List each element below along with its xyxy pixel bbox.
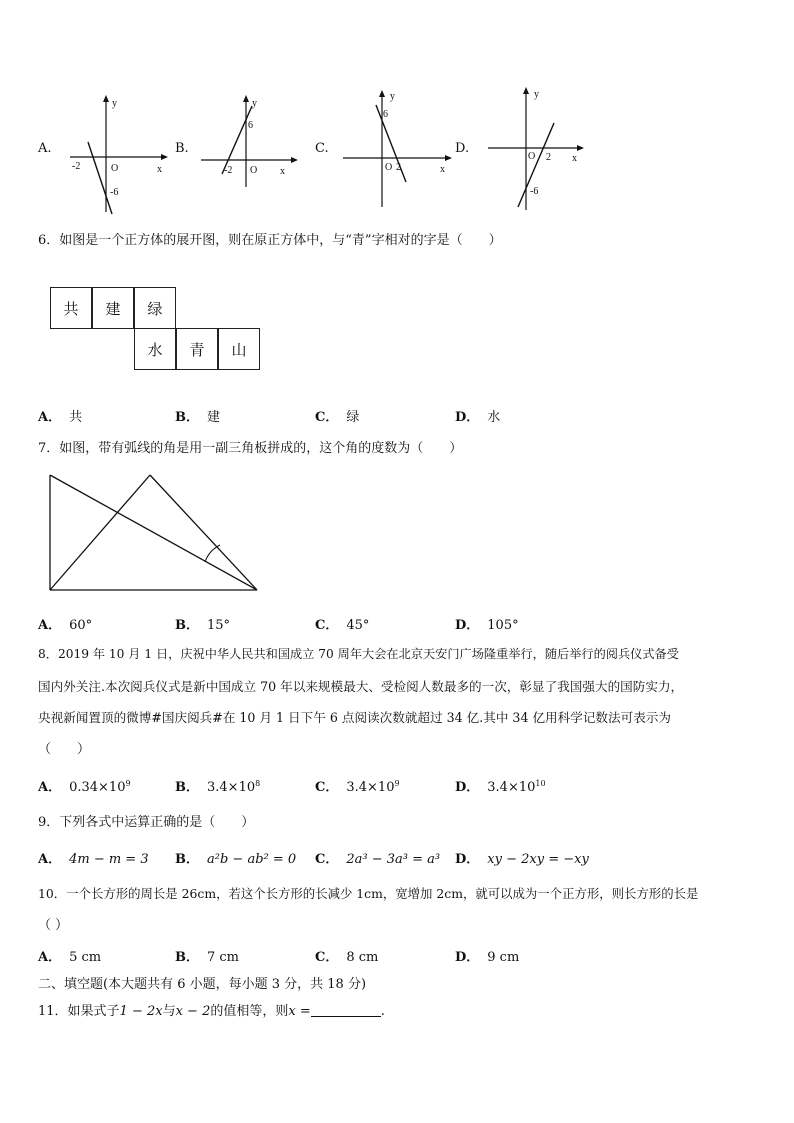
- q10-option-a: A． 5 cm: [38, 950, 102, 965]
- question-8-line-2: 国内外关注.本次阅兵仪式是新中国成立 70 年以来规模最大、受检阅人数最多的一次，彰显了我国强大的国防实力，: [38, 679, 684, 694]
- tick-label: -6: [110, 187, 119, 198]
- option-a-label: A.: [38, 141, 52, 156]
- graph-c: [340, 85, 455, 210]
- q10-option-c: C． 8 cm: [315, 950, 379, 965]
- x-axis-label: x: [157, 164, 162, 175]
- net-cell: 水: [134, 328, 176, 370]
- answer-blank[interactable]: [311, 1004, 381, 1017]
- q9-option-c: C． 2a³ − 3a³ = a³: [315, 852, 441, 867]
- tick-label: -6: [530, 186, 539, 197]
- q6-option-a: A． 共: [38, 410, 83, 425]
- tick-label: -2: [224, 165, 233, 176]
- q7-option-a: A． 60°: [38, 618, 93, 633]
- question-10-line-2: （ ）: [38, 918, 69, 933]
- question-7: 7．如图，带有弧线的角是用一副三角板拼成的，这个角的度数为（ ）: [38, 441, 463, 456]
- graph-d: [484, 85, 589, 215]
- q10-option-d: D． 9 cm: [455, 950, 520, 965]
- q7-option-b: B． 15°: [175, 618, 231, 633]
- section-heading: 二、填空题(本大题共有 6 小题，每小题 3 分，共 18 分): [38, 977, 367, 992]
- tick-label: 6: [248, 120, 253, 131]
- x-axis-label: x: [280, 166, 285, 177]
- q6-option-c: C． 绿: [315, 410, 360, 425]
- net-cell: 建: [92, 287, 134, 329]
- q6-option-b: B． 建: [175, 410, 221, 425]
- y-axis-label: y: [534, 89, 539, 100]
- origin-label: O: [528, 151, 536, 162]
- graph-b: [196, 92, 301, 192]
- option-b-label: B.: [175, 141, 189, 156]
- tick-label: 6: [383, 109, 388, 120]
- question-6: 6．如图是一个正方体的展开图，则在原正方体中，与“青”字相对的字是（ ）: [38, 233, 502, 248]
- graph-a: [62, 92, 172, 217]
- question-11: 11．如果式子1 − 2x与x − 2的值相等，则x = .: [38, 1004, 385, 1019]
- net-cell: 青: [176, 328, 218, 370]
- q9-option-d: D． xy − 2xy = −xy: [455, 852, 589, 867]
- q9-option-b: B． a²b − ab² = 0: [175, 852, 297, 867]
- net-cell: 绿: [134, 287, 176, 329]
- q7-option-c: C． 45°: [315, 618, 370, 633]
- question-8-line-4: （ ）: [38, 742, 91, 757]
- origin-label: O: [250, 165, 258, 176]
- q8-option-c: C． $3.4\times 10^9$: [315, 779, 400, 795]
- q7-option-d: D． 105°: [455, 618, 519, 633]
- question-10-line-1: 10．一个长方形的周长是 26cm，若这个长方形的长减少 1cm，宽增加 2cm，就可以成为一个正方形，则长方形的长是: [38, 886, 699, 901]
- tick-label: -2: [72, 161, 81, 172]
- q8-option-b: B． $3.4\times 10^8$: [175, 779, 261, 795]
- origin-label: O: [111, 163, 119, 174]
- origin-label: O: [385, 162, 393, 173]
- question-9: 9．下列各式中运算正确的是（ ）: [38, 815, 255, 830]
- q10-option-b: B． 7 cm: [175, 950, 240, 965]
- q9-option-a: A． 4m − m = 3: [38, 852, 149, 867]
- question-8-line-1: 8．2019 年 10 月 1 日，庆祝中华人民共和国成立 70 周年大会在北京天安门广场隆重举行，随后举行的阅兵仪式备受: [38, 647, 679, 661]
- y-axis-label: y: [252, 98, 257, 109]
- option-c-label: C.: [315, 141, 329, 156]
- net-cell: 山: [218, 328, 260, 370]
- q8-option-d: D． $3.4\times 10^{10}$: [455, 779, 546, 795]
- option-d-label: D.: [455, 141, 470, 156]
- net-cell: 共: [50, 287, 92, 329]
- question-8-line-3: 央视新闻置顶的微博#国庆阅兵#在 10 月 1 日下午 6 点阅读次数就超过 34 亿.其中 34 亿用科学记数法可表示为: [38, 710, 671, 725]
- triangle-figure: [45, 470, 265, 595]
- x-axis-label: x: [440, 164, 445, 175]
- tick-label: 2: [396, 162, 401, 173]
- y-axis-label: y: [112, 98, 117, 109]
- tick-label: 2: [546, 152, 551, 163]
- x-axis-label: x: [572, 153, 577, 164]
- y-axis-label: y: [390, 91, 395, 102]
- q6-option-d: D． 水: [455, 410, 501, 425]
- q8-option-a: A． $0.34\times 10^9$: [38, 779, 131, 795]
